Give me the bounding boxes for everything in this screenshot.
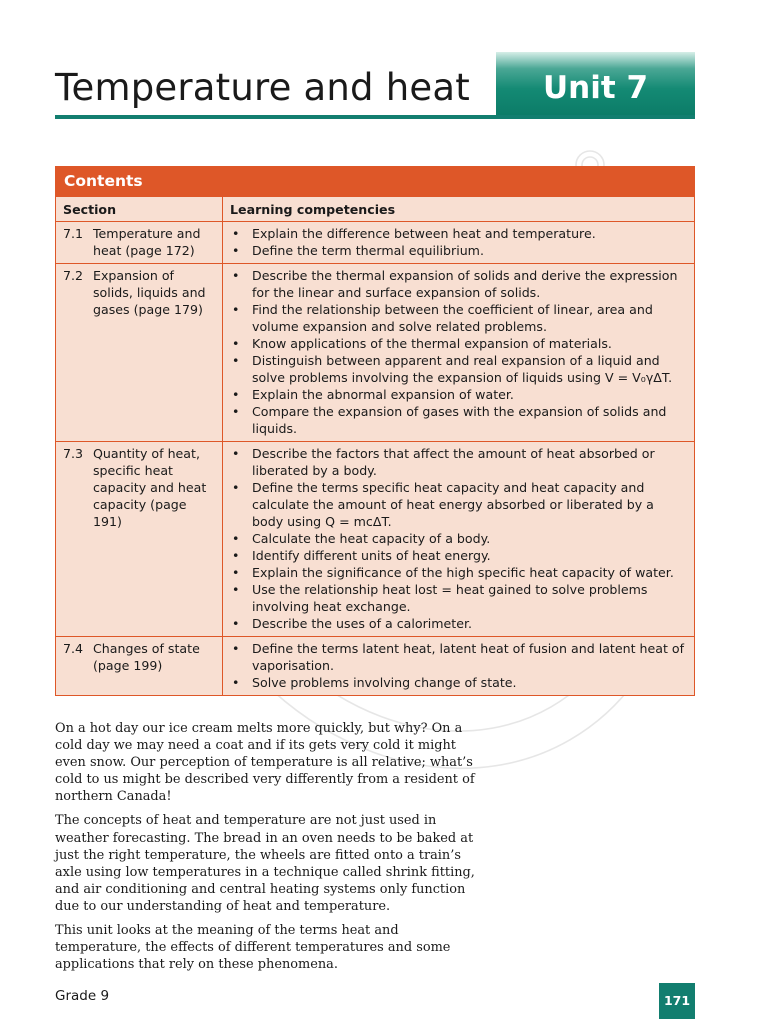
table-row [56, 263, 694, 441]
bullet-icon: • [232, 582, 240, 597]
intro-text [55, 720, 480, 980]
competency-item: • Explain the difference between heat and temperature. [232, 226, 596, 241]
competency-item: • Distinguish between apparent and real expansion of a liquid and solve problems involving the expansion of liquids using V = V₀γΔT. [232, 353, 673, 385]
bullet-icon: • [232, 548, 240, 563]
competency-item: • Explain the significance of the high specific heat capacity of water. [232, 565, 674, 580]
column-header-competencies: Learning competencies [230, 202, 396, 217]
bullet-icon: • [232, 616, 240, 631]
competency-item: • Define the terms latent heat, latent heat of fusion and latent heat of vaporisation. [232, 641, 685, 673]
footer-grade: Grade 9 [55, 988, 110, 1004]
page-number: 171 [659, 983, 695, 1019]
table-row [56, 221, 694, 263]
competency-item: • Calculate the heat capacity of a body. [232, 531, 491, 546]
bullet-icon: • [232, 353, 240, 368]
bullet-icon: • [232, 226, 240, 241]
intro-paragraph: The concepts of heat and temperature are not just used in weather forecasting. The bread in an oven needs to be baked at just the right temperature, the wheels are fitted onto a train’s axle using low temperatures in a technique called shrink fitting, and air conditioning and central heating systems only function due to our understanding of heat and temperature. [55, 813, 475, 914]
competency-item: • Use the relationship heat lost = heat gained to solve problems involving heat exchange. [232, 582, 648, 614]
competency-item: • Describe the factors that affect the amount of heat absorbed or liberated by a body. [232, 446, 655, 478]
bullet-icon: • [232, 565, 240, 580]
intro-paragraph: On a hot day our ice cream melts more quickly, but why? On a cold day we may need a coat and if its gets very cold it might even snow. Our perception of temperature is all relative; what’s cold to us might be described very differently from a resident of northern Canada! [55, 721, 475, 805]
section-number: 7.2 [63, 268, 84, 283]
competency-item: • Describe the thermal expansion of solids and derive the expression for the linear and surface expansion of solids. [232, 268, 678, 300]
bullet-icon: • [232, 480, 240, 495]
unit-tab: Unit 7 [496, 52, 695, 119]
bullet-icon: • [232, 404, 240, 419]
contents-table [55, 166, 695, 696]
competency-item: • Describe the uses of a calorimeter. [232, 616, 472, 631]
section-number: 7.1 [63, 226, 84, 241]
column-header-section: Section [56, 197, 223, 221]
competency-item: • Define the terms specific heat capacity and heat capacity and calculate the amount of heat energy absorbed or liberated by a body using Q = mcΔT. [232, 480, 654, 529]
competency-item: • Find the relationship between the coefficient of linear, area and volume expansion and solve related problems. [232, 302, 653, 334]
table-row [56, 636, 694, 695]
competency-item: • Explain the abnormal expansion of water. [232, 387, 514, 402]
bullet-icon: • [232, 268, 240, 283]
section-title: Quantity of heat, specific heat capacity and heat capacity (page 191) [93, 446, 207, 529]
contents-heading: Contents [56, 167, 694, 196]
table-row [56, 441, 694, 636]
intro-paragraph: This unit looks at the meaning of the terms heat and temperature, the effects of different temperatures and some applications that rely on these phenomena. [55, 923, 451, 973]
bullet-icon: • [232, 336, 240, 351]
table-header-row [56, 196, 694, 221]
competency-item: • Compare the expansion of gases with the expansion of solids and liquids. [232, 404, 667, 436]
bullet-icon: • [232, 387, 240, 402]
section-title: Expansion of solids, liquids and gases (page 179) [93, 268, 206, 317]
section-title: Temperature and heat (page 172) [93, 226, 201, 258]
section-number: 7.4 [63, 641, 84, 656]
page-title: Temperature and heat [55, 66, 470, 109]
bullet-icon: • [232, 302, 240, 317]
bullet-icon: • [232, 243, 240, 258]
bullet-icon: • [232, 446, 240, 461]
competency-item: • Solve problems involving change of state. [232, 675, 517, 690]
competency-item: • Identify different units of heat energy. [232, 548, 491, 563]
competency-item: • Define the term thermal equilibrium. [232, 243, 484, 258]
bullet-icon: • [232, 675, 240, 690]
bullet-icon: • [232, 531, 240, 546]
section-title: Changes of state (page 199) [93, 641, 200, 673]
header-rule [55, 115, 695, 119]
competency-item: • Know applications of the thermal expansion of materials. [232, 336, 612, 351]
section-number: 7.3 [63, 446, 84, 461]
bullet-icon: • [232, 641, 240, 656]
